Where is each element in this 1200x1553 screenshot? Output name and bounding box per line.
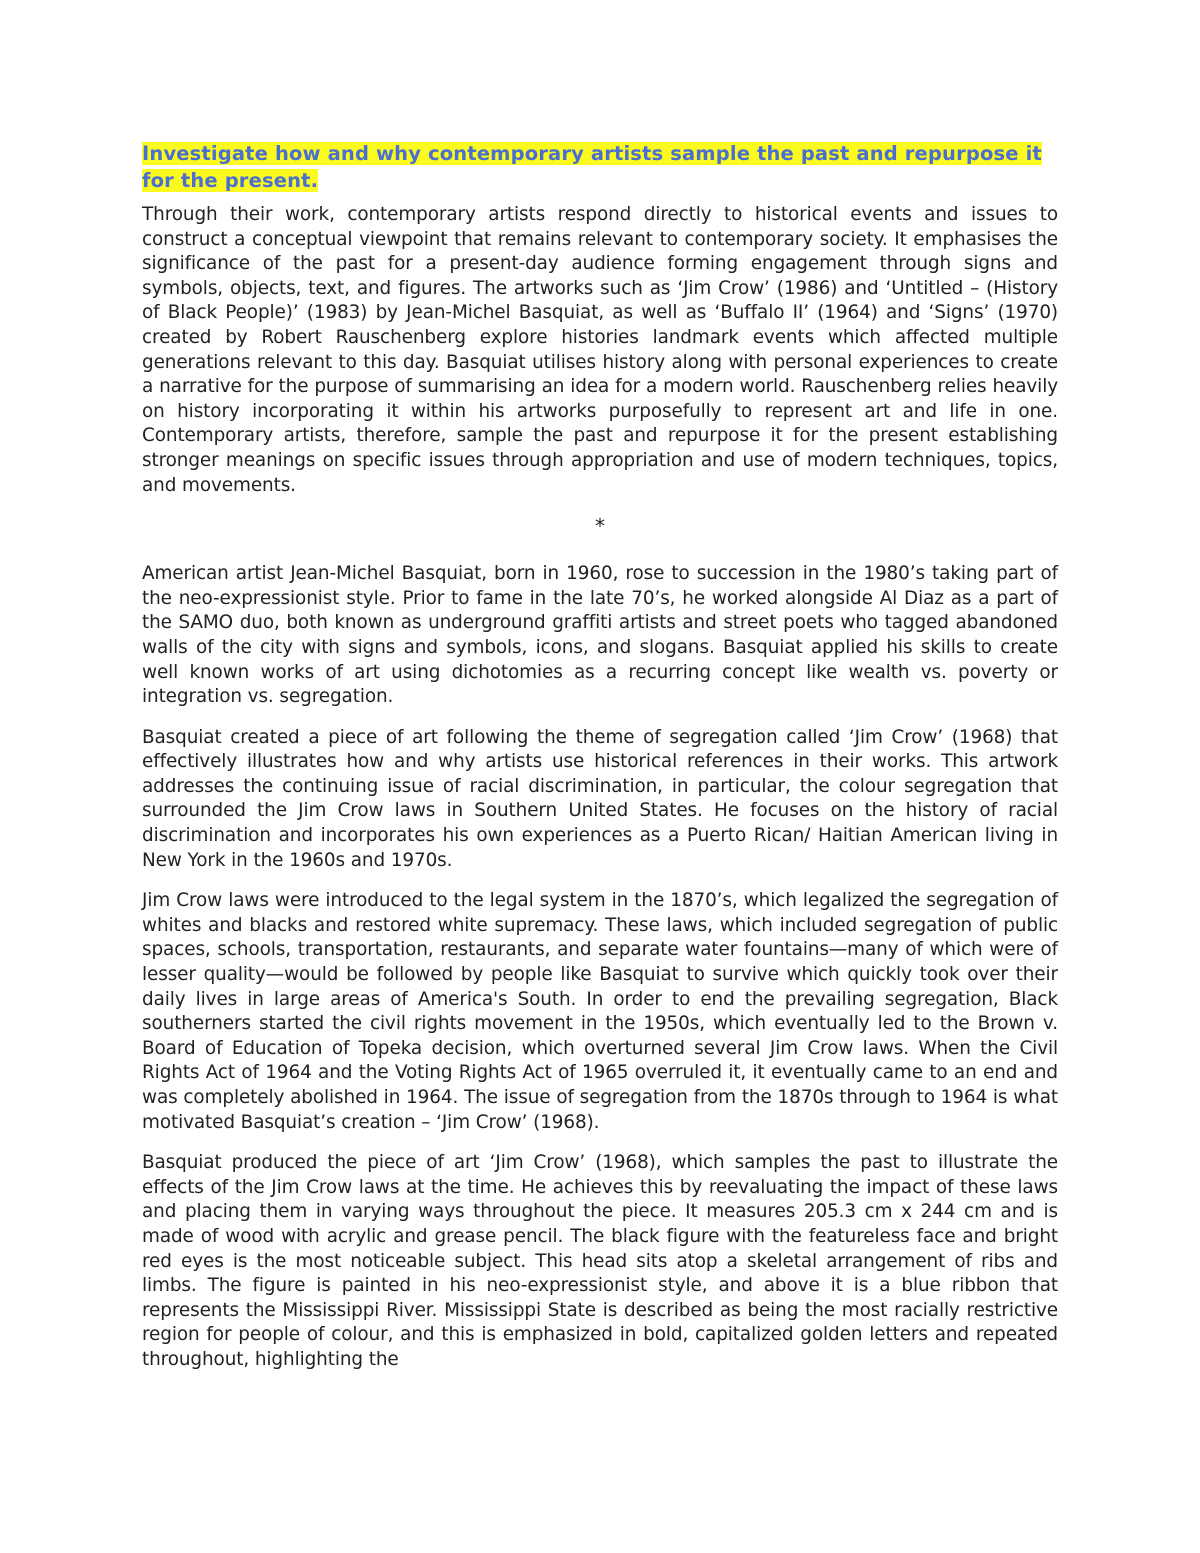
document-page (142, 140, 1058, 1389)
heading-highlight: Investigate how and why contemporary artists sample the past and repurpose it for the present. (142, 142, 1042, 192)
body-paragraph-jim-crow-theme: Basquiat created a piece of art following the theme of segregation called ‘Jim Crow’ (1968) that effectively illustrates how and why artists use historical references in their works. This artwork addresses the continuing issue of racial discrimination, in particular, the colour segregation that surrounded the Jim Crow laws in Southern United States. He focuses on the history of racial discrimination and incorporates his own experiences as a Puerto Rican/ Haitian American living in New York in the 1960s and 1970s. (142, 726, 1058, 871)
body-paragraph-artwork-analysis: Basquiat produced the piece of art ‘Jim Crow’ (1968), which samples the past to illustrate the effects of the Jim Crow laws at the time. He achieves this by reevaluating the impact of these laws and placing them in varying ways throughout the piece. It measures 205.3 cm x 244 cm and is made of wood with acrylic and grease pencil. The black figure with the featureless face and bright red eyes is the most noticeable subject. This head sits atop a skeletal arrangement of ribs and limbs. The figure is painted in his neo-expressionist style, and above it is a blue ribbon that represents the Mississippi River. Mississippi State is described as being the most racially restrictive region for people of colour, and this is emphasized in bold, capitalized golden letters and repeated throughout, highlighting the (142, 1152, 1058, 1370)
intro-paragraph: Through their work, contemporary artists respond directly to historical events and issues to construct a conceptual viewpoint that remains relevant to contemporary society. It emphasises the significance of the past for a present-day audience forming engagement through signs and symbols, objects, text, and figures. The artworks such as ‘Jim Crow’ (1986) and ‘Untitled – (History of Black People)’ (1983) by Jean-Michel Basquiat, as well as ‘Buffalo II’ (1964) and ‘Signs’ (1970) created by Robert Rauschenberg explore histories landmark events which affected multiple generations relevant to this day. Basquiat utilises history along with personal experiences to create a narrative for the purpose of summarising an idea for a modern world. Rauschenberg relies heavily on history incorporating it within his artworks purposefully to represent art and life in one. Contemporary artists, therefore, sample the past and repurpose it for the present establishing stronger meanings on specific issues through appropriation and use of modern techniques, topics, and movements. (142, 204, 1058, 496)
essay-question-heading (142, 140, 1058, 194)
section-separator: * (595, 514, 605, 539)
body-paragraph-jim-crow-laws: Jim Crow laws were introduced to the legal system in the 1870’s, which legalized the segregation of whites and blacks and restored white supremacy. These laws, which included segregation of public spaces, schools, transportation, restaurants, and separate water fountains—many of which were of lesser quality—would be followed by people like Basquiat to survive which quickly took over their daily lives in large areas of America's South. In order to end the prevailing segregation, Black southerners started the civil rights movement in the 1950s, which eventually led to the Brown v. Board of Education of Topeka decision, which overturned several Jim Crow laws. When the Civil Rights Act of 1964 and the Voting Rights Act of 1965 overruled it, it eventually came to an end and was completely abolished in 1964. The issue of segregation from the 1870s through to 1964 is what motivated Basquiat’s creation – ‘Jim Crow’ (1968). (142, 890, 1058, 1133)
body-paragraph-basquiat-bio: American artist Jean-Michel Basquiat, born in 1960, rose to succession in the 1980’s taking part of the neo-expressionist style. Prior to fame in the late 70’s, he worked alongside Al Diaz as a part of the SAMO duo, both known as underground graffiti artists and street poets who tagged abandoned walls of the city with signs and symbols, icons, and slogans. Basquiat applied his skills to create well known works of art using dichotomies as a recurring concept like wealth vs. poverty or integration vs. segregation. (142, 563, 1058, 708)
